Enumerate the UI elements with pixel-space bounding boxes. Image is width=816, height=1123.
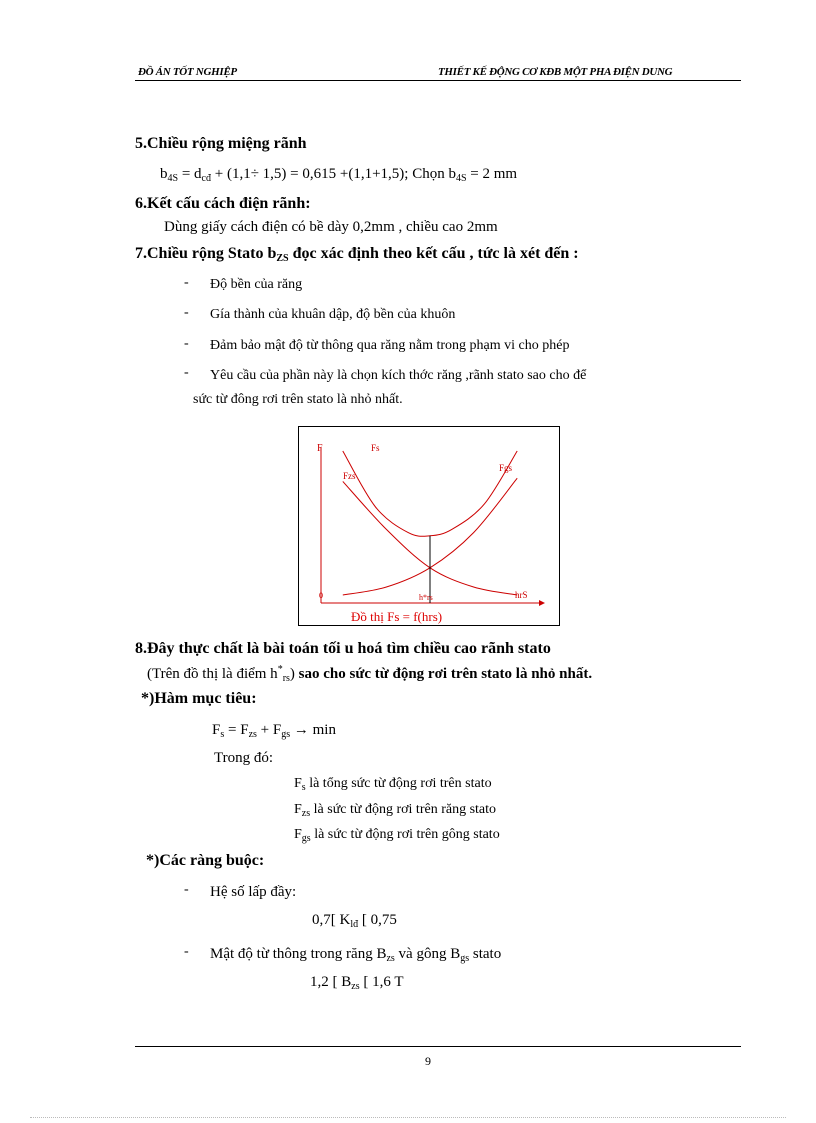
- bullet-dash: -: [184, 365, 189, 380]
- header-right: THIẾT KẾ ĐỘNG CƠ KĐB MỘT PHA ĐIỆN DUNG: [438, 66, 673, 78]
- constraint-1-label: Hệ số lấp đầy:: [210, 884, 297, 900]
- page-number: 9: [425, 1054, 431, 1068]
- section-6-title: 6.Kết cấu cách điện rãnh:: [135, 195, 311, 212]
- list-item-continuation: sức từ đông rơi trên stato là nhỏ nhất.: [193, 392, 403, 407]
- constraint-2-formula: 1,2 [ $B_{zs}$ [ 1,6 T: [310, 974, 404, 992]
- section-6-text: Dùng giấy cách điện có bề dày 0,2mm , chiều cao 2mm: [164, 219, 498, 235]
- section-8-line2: (Trên đồ thị là điểm $h^*_{rs}$) sao cho sức từ động rơi trên stato là nhỏ nhất.: [147, 664, 593, 684]
- definition-item: $F_s$ là tổng sức từ động rơi trên stato: [294, 776, 492, 793]
- section-5-formula: $b_{4S} = d_{cđ} + (1,1\div 1,5) = 0,615 +(1,1+1,5)$; Chọn $b_{4S} = 2$ mm: [160, 166, 518, 184]
- origin-label: 0: [319, 591, 323, 600]
- list-item: Đảm bảo mật độ từ thông qua răng nằm trong phạm vi cho phép: [210, 338, 570, 353]
- series-line-fs: [343, 451, 517, 536]
- x-axis-label: hrS: [515, 590, 528, 600]
- section-7-title: 7.Chiều rộng Stato $b_{ZS}$ đọc xác định theo kết cấu , tức là xét đến :: [135, 245, 579, 264]
- list-item: Yêu cầu của phần này là chọn kích thớc răng ,rãnh stato sao cho để: [210, 368, 587, 383]
- chart-svg: [299, 427, 559, 625]
- section-5-title: 5.Chiều rộng miệng rãnh: [135, 135, 307, 152]
- series-label-fgs: Fgs: [499, 463, 513, 473]
- chart-caption: Đồ thị Fs = f(hrs): [351, 609, 443, 624]
- objective-title: *)Hàm mục tiêu:: [141, 690, 257, 707]
- bullet-dash: -: [184, 944, 189, 959]
- list-item: Gía thành của khuân dập, độ bền của khuôn: [210, 307, 456, 322]
- bullet-dash: -: [184, 275, 189, 290]
- constraint-2-label: Mật độ từ thông trong răng $B_{zs}$ và gông $B_{gs}$ stato: [210, 946, 502, 964]
- trong-do-label: Trong đó:: [214, 750, 274, 766]
- series-label-fs: Fs: [371, 443, 380, 453]
- definition-item: $F_{zs}$ là sức từ động rơi trên răng stato: [294, 802, 497, 819]
- page-bottom-dots: [30, 1117, 786, 1118]
- constraint-1-formula: 0,7[ $K_{lđ}$ [ 0,75: [312, 912, 397, 930]
- constraints-title: *)Các ràng buộc:: [146, 852, 265, 869]
- footer-rule: [135, 1046, 741, 1047]
- bullet-dash: -: [184, 305, 189, 320]
- bullet-dash: -: [184, 336, 189, 351]
- y-axis-label: F: [317, 443, 323, 454]
- series-label-fzs: Fzs: [343, 471, 356, 481]
- header-rule: [135, 80, 741, 81]
- bullet-dash: -: [184, 882, 189, 897]
- objective-formula: $F_s = F_{zs} + F_{gs} \to \min$: [212, 722, 336, 740]
- chart-frame: [298, 426, 560, 626]
- x-axis-arrow: [539, 600, 545, 606]
- definition-item: $F_{gs}$ là sức từ động rơi trên gông stato: [294, 827, 500, 844]
- x-marker-label: h*rs: [419, 593, 433, 602]
- header-left: ĐỒ ÁN TỐT NGHIỆP: [138, 66, 237, 78]
- section-8-title: 8.Đây thực chất là bài toán tối u hoá tìm chiều cao rãnh stato: [135, 640, 551, 657]
- list-item: Độ bền của răng: [210, 277, 303, 292]
